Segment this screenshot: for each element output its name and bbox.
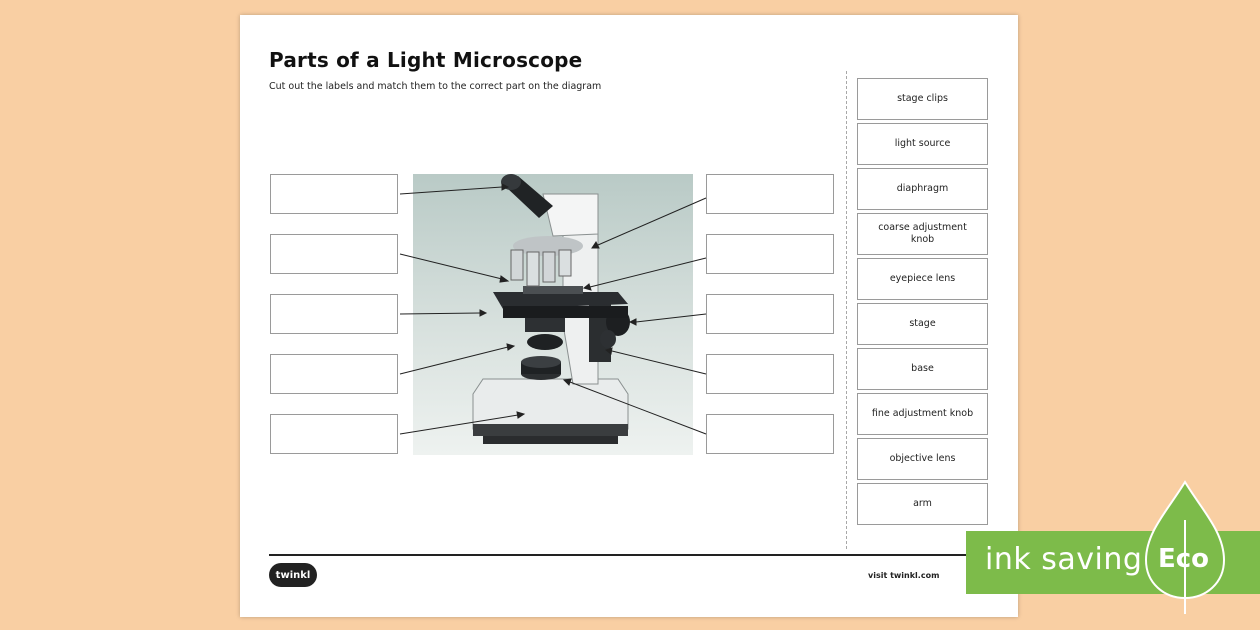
- microscope-image: [413, 174, 693, 455]
- answer-box-left-2: [270, 234, 398, 274]
- footer-rule: [269, 554, 989, 556]
- label-card-2: light source: [857, 123, 988, 165]
- eco-word: Eco: [1158, 544, 1210, 574]
- label-card-6: stage: [857, 303, 988, 345]
- answer-box-left-5: [270, 414, 398, 454]
- answer-box-right-4: [706, 354, 834, 394]
- answer-box-left-3: [270, 294, 398, 334]
- answer-box-right-3: [706, 294, 834, 334]
- answer-box-right-5: [706, 414, 834, 454]
- answer-box-left-4: [270, 354, 398, 394]
- cut-line: [846, 71, 847, 549]
- label-card-7: base: [857, 348, 988, 390]
- worksheet-title: Parts of a Light Microscope: [269, 48, 583, 72]
- worksheet-page: [240, 15, 1018, 617]
- ink-saving-text: ink saving: [985, 542, 1143, 577]
- answer-box-left-1: [270, 174, 398, 214]
- answer-box-right-1: [706, 174, 834, 214]
- microscope-drawing: [413, 174, 693, 455]
- label-card-10: arm: [857, 483, 988, 525]
- answer-box-right-2: [706, 234, 834, 274]
- label-card-5: eyepiece lens: [857, 258, 988, 300]
- footer-url: visit twinkl.com: [868, 571, 940, 580]
- twinkl-logo: twinkl: [269, 563, 317, 587]
- label-card-3: diaphragm: [857, 168, 988, 210]
- worksheet-instructions: Cut out the labels and match them to the correct part on the diagram: [269, 81, 602, 92]
- label-card-1: stage clips: [857, 78, 988, 120]
- label-card-4: coarse adjustment knob: [857, 213, 988, 255]
- label-card-9: objective lens: [857, 438, 988, 480]
- label-card-8: fine adjustment knob: [857, 393, 988, 435]
